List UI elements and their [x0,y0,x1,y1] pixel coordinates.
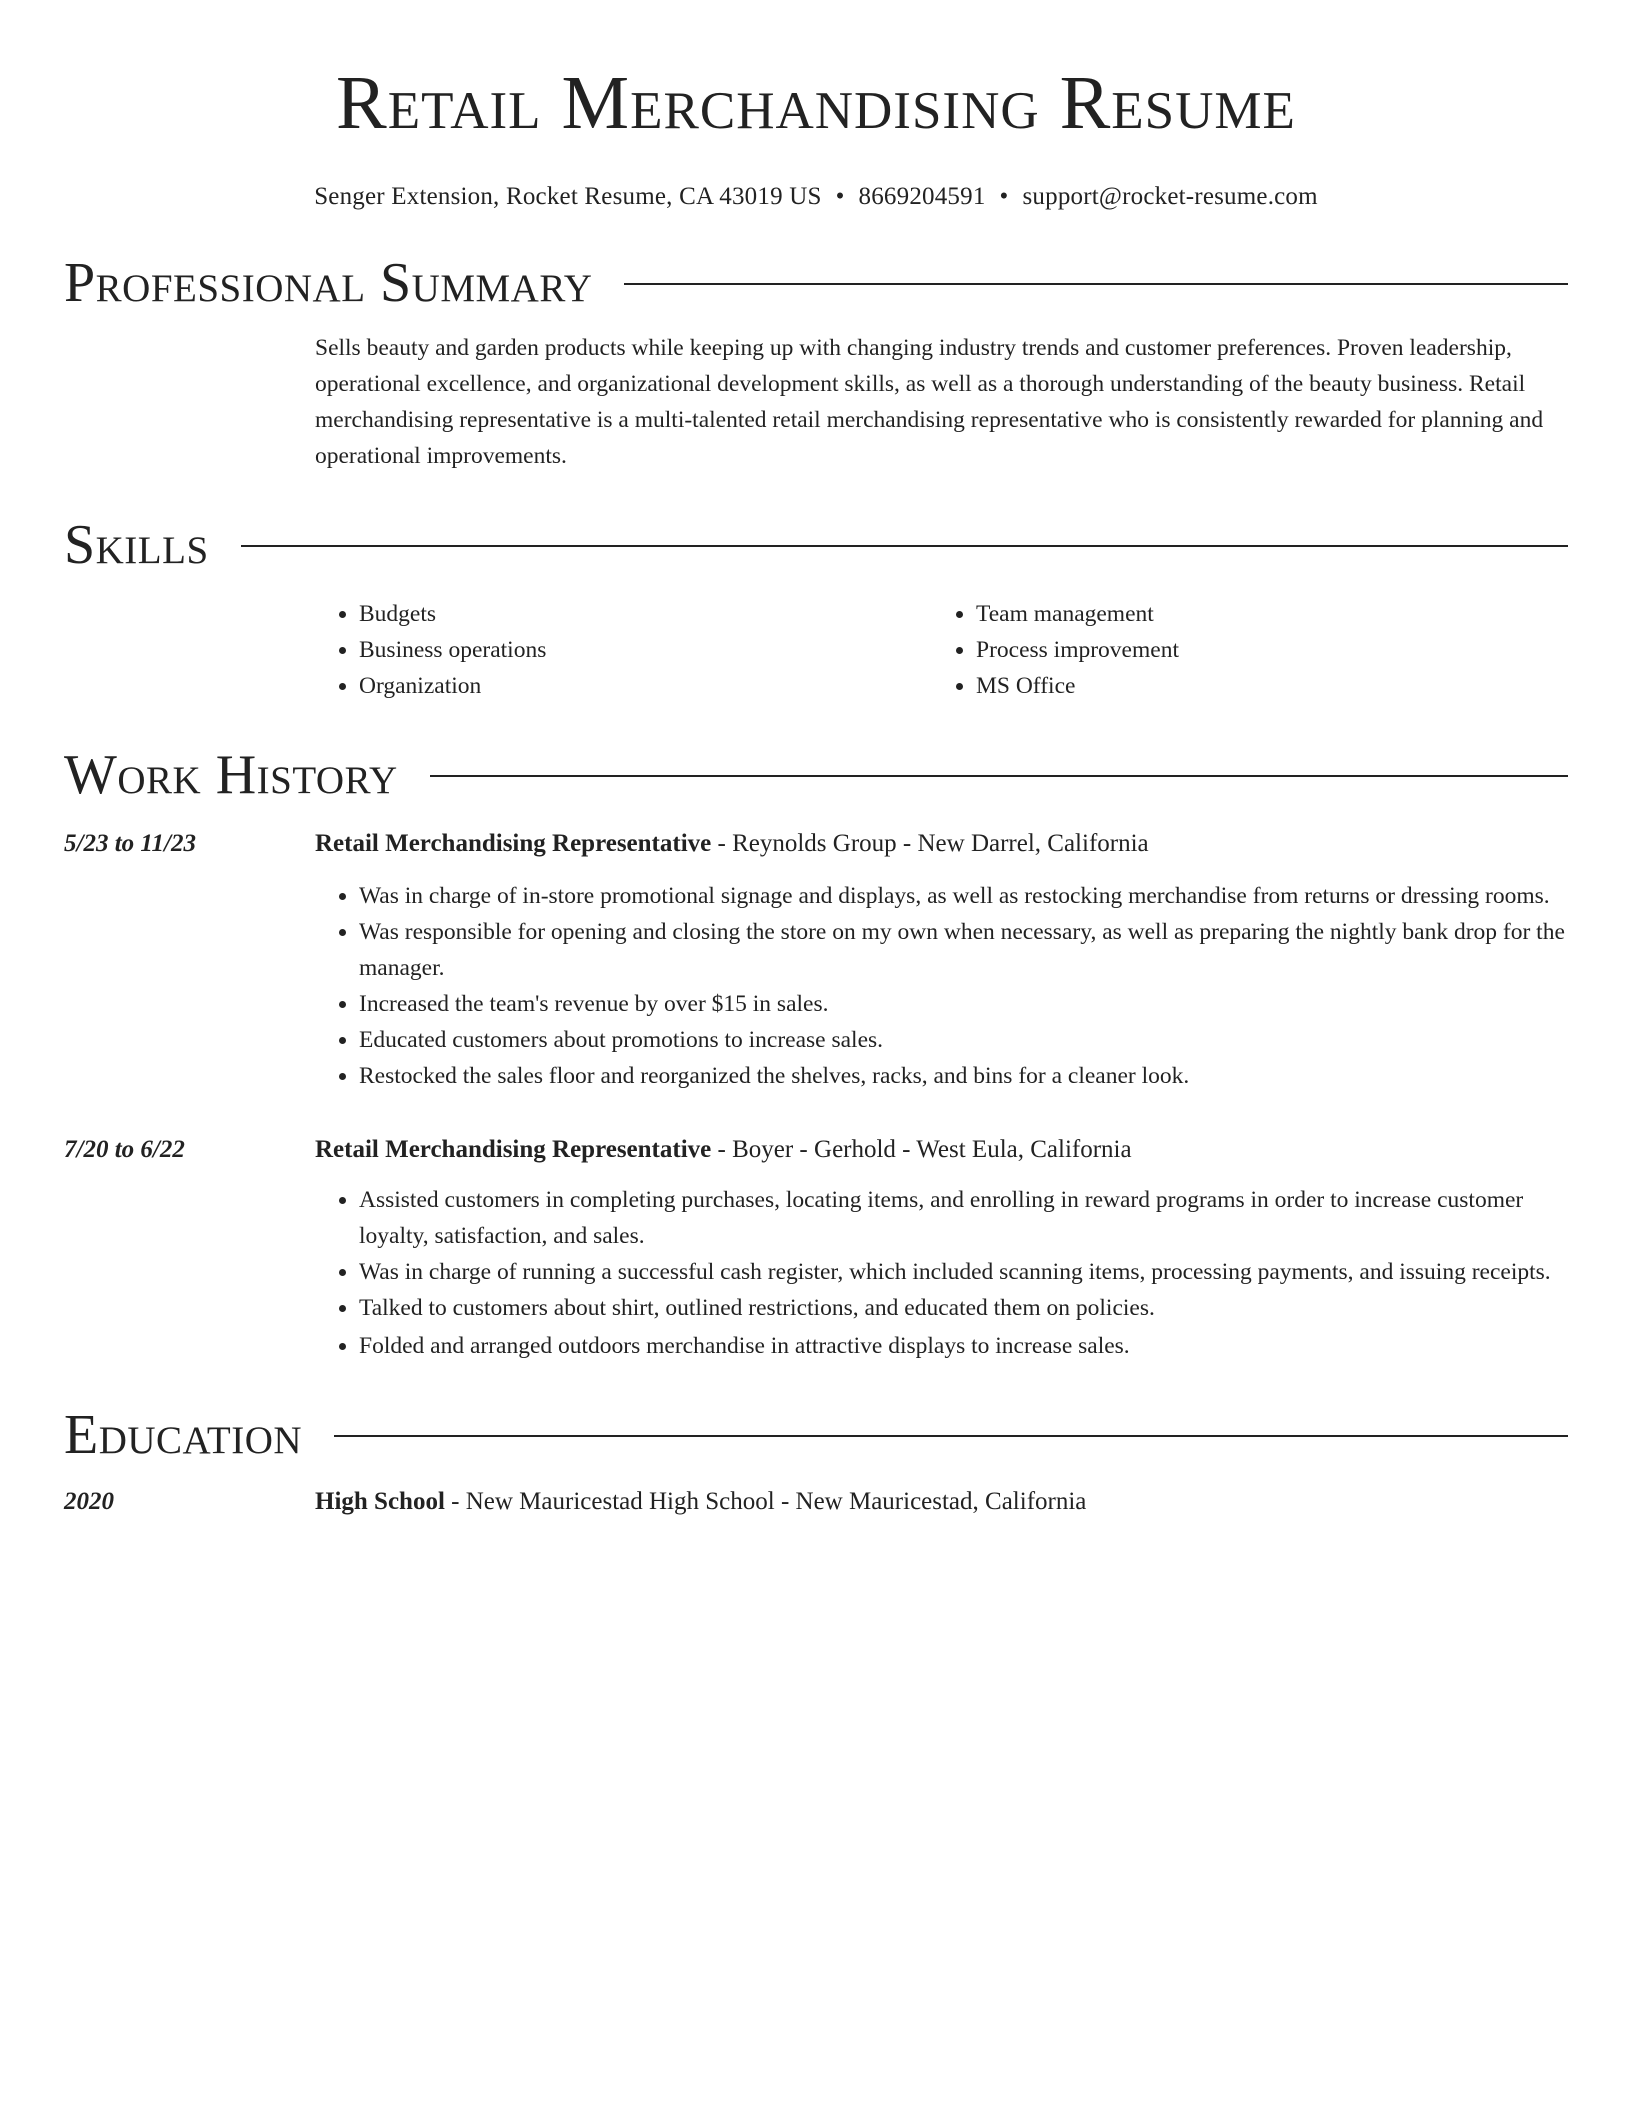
job-employer: - Boyer - Gerhold - West Eula, California [711,1136,1132,1163]
job-entry [64,1132,1568,1364]
work-section-header [64,742,1568,808]
work-heading: Work History [64,744,398,806]
contact-line [64,182,1568,212]
section-divider [241,545,1568,547]
education-school: - New Mauricestad High School - New Mauricestad, California [444,1488,1087,1515]
job-title: Retail Merchandising Representative [315,830,712,857]
education-body [315,1484,1568,1520]
contact-separator: • [999,183,1009,210]
skill-item: • Process improvement [976,632,1549,668]
job-title: Retail Merchandising Representative [315,1136,712,1163]
section-divider [430,775,1568,777]
job-body [315,826,1568,1094]
section-divider [334,1435,1568,1437]
skills-section-header [64,512,1568,578]
skills-list [315,596,1568,704]
skill-item: • Budgets [359,596,932,632]
skills-column-right [932,596,1549,704]
job-bullet: • Restocked the sales floor and reorganized the shelves, racks, and bins for a cleaner look. [359,1058,1568,1094]
contact-separator: • [835,183,845,210]
job-bullet: • Folded and arranged outdoors merchandise in attractive displays to increase sales. [359,1328,1568,1364]
skill-item: • Team management [976,596,1549,632]
education-line [315,1484,1568,1520]
education-year: 2020 [64,1488,114,1515]
education-entry [64,1484,1568,1520]
job-title-line [315,826,1568,862]
resume-page [64,0,1568,1520]
job-entry [64,826,1568,1094]
job-bullet: • Was responsible for opening and closing the store on my own when necessary, as well as preparing the nightly bank drop for the manager. [359,914,1568,986]
summary-text: Sells beauty and garden products while keeping up with changing industry trends and customer preferences. Proven leadership, operational excellence, and organizational development skills, as well as a thorough understanding of the beauty business. Retail merchandising representative is a multi-talented retail merchandising representative who is consistently rewarded for planning and operational improvements. [315,335,1544,469]
job-bullets [315,1182,1568,1364]
contact-address: Senger Extension, Rocket Resume, CA 43019 US [314,183,822,210]
skill-item: • MS Office [976,668,1549,704]
skills-heading: Skills [64,514,209,576]
contact-phone: 8669204591 [858,183,986,210]
resume-title: Retail Merchandising Resume [336,61,1296,145]
skills-column-left [315,596,932,704]
job-employer: - Reynolds Group - New Darrel, California [711,830,1149,857]
job-bullets [315,878,1568,1094]
job-bullet: • Educated customers about promotions to increase sales. [359,1022,1568,1058]
education-section-header [64,1402,1568,1468]
education-heading: Education [64,1404,303,1466]
contact-email: support@rocket-resume.com [1022,183,1318,210]
job-bullet: • Was in charge of running a successful cash register, which included scanning items, processing payments, and issuing receipts. [359,1254,1568,1290]
section-divider [624,283,1568,285]
job-bullet: • Assisted customers in completing purchases, locating items, and enrolling in reward programs in order to increase customer loyalty, satisfaction, and sales. [359,1182,1568,1254]
skill-item: • Business operations [359,632,932,668]
summary-heading: Professional Summary [64,252,593,314]
education-degree: High School [315,1488,445,1515]
job-dates: 7/20 to 6/22 [64,1136,185,1163]
summary-section-header [64,250,1568,316]
job-bullet: • Talked to customers about shirt, outlined restrictions, and educated them on policies. [359,1290,1568,1326]
job-body [315,1132,1568,1364]
job-dates: 5/23 to 11/23 [64,830,196,857]
skill-item: • Organization [359,668,932,704]
job-bullet: • Increased the team's revenue by over $15 in sales. [359,986,1568,1022]
job-title-line [315,1132,1568,1168]
job-bullet: • Was in charge of in-store promotional signage and displays, as well as restocking merchandise from returns or dressing rooms. [359,878,1568,914]
